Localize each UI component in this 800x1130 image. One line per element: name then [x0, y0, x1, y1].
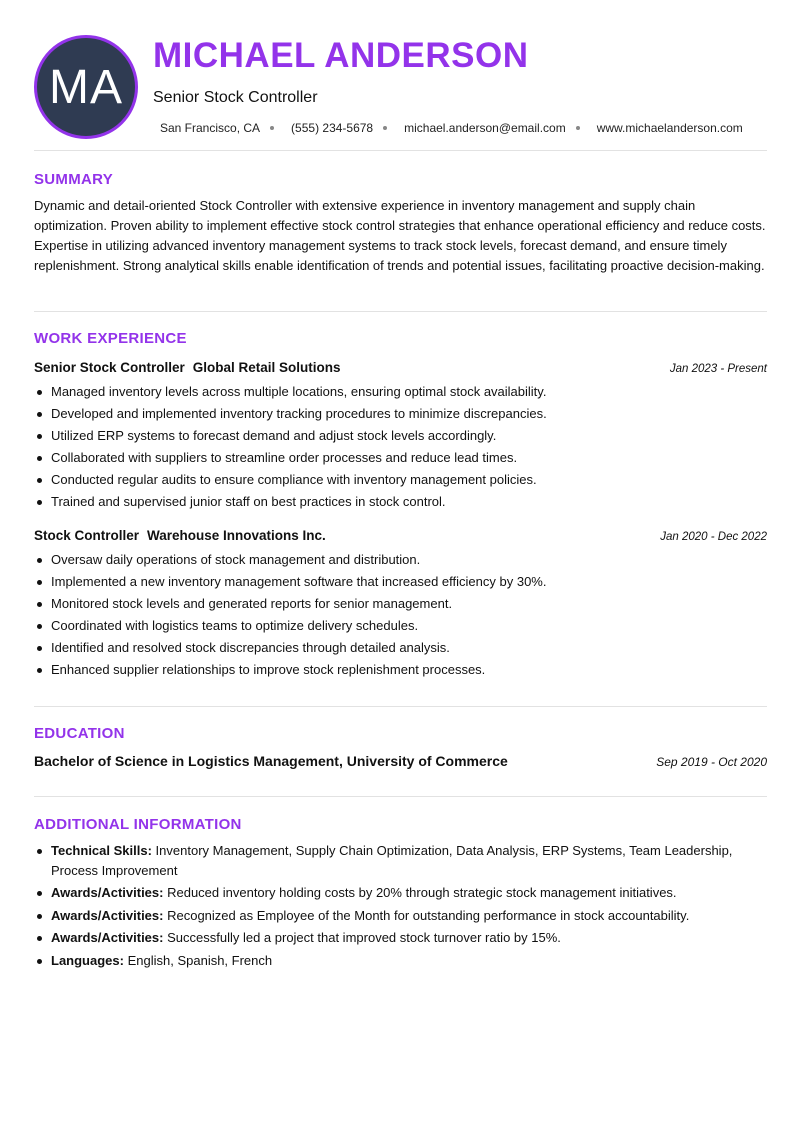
- job-date: Jan 2023 - Present: [669, 363, 767, 375]
- candidate-role: Senior Stock Controller: [153, 89, 318, 106]
- separator-dot: [270, 126, 274, 130]
- list-item: Utilized ERP systems to forecast demand and adjust stock levels accordingly.: [34, 425, 767, 447]
- additional-heading: ADDITIONAL INFORMATION: [34, 816, 242, 833]
- list-item: Implemented a new inventory management software that increased efficiency by 30%.: [34, 571, 767, 593]
- list-item: Developed and implemented inventory tracking procedures to minimize discrepancies.: [34, 403, 767, 425]
- item-text: Reduced inventory holding costs by 20% through strategic stock management initiatives.: [167, 885, 677, 900]
- summary-heading: SUMMARY: [34, 171, 114, 188]
- job-header: [34, 359, 767, 377]
- job-company: Global Retail Solutions: [192, 360, 341, 375]
- list-item: [34, 928, 767, 948]
- item-text: Successfully led a project that improved stock turnover ratio by 15%.: [167, 930, 561, 945]
- list-item: Identified and resolved stock discrepancies through detailed analysis.: [34, 637, 767, 659]
- separator-dot: [383, 126, 387, 130]
- contact-email[interactable]: michael.anderson@email.com: [404, 121, 566, 135]
- list-item: Collaborated with suppliers to streamline order processes and reduce lead times.: [34, 447, 767, 469]
- education-entry: [34, 753, 767, 769]
- list-item: [34, 883, 767, 903]
- job-company: Warehouse Innovations Inc.: [147, 528, 326, 543]
- list-item: [34, 906, 767, 926]
- contact-website[interactable]: www.michaelanderson.com: [596, 121, 743, 135]
- experience-heading: WORK EXPERIENCE: [34, 330, 187, 347]
- summary-text: Dynamic and detail-oriented Stock Controller with extensive experience in inventory management and supply chain optimization. Proven ability to implement effective stock control strategies that enhance operational efficiency and reduce costs. Expertise in utilizing advanced inventory management systems to track stock levels, forecast demand, and ensure timely replenishment. Strong analytical skills enable identification of trends and potential issues, facilitating proactive decision-making.: [34, 198, 766, 273]
- item-text: English, Spanish, French: [127, 952, 273, 968]
- item-text: Inventory Management, Supply Chain Optimization, Data Analysis, ERP Systems, Team Leadership, Process Improvement: [51, 843, 733, 878]
- list-item: Managed inventory levels across multiple locations, ensuring optimal stock availability.: [34, 381, 767, 403]
- separator-dot: [576, 126, 580, 130]
- education-heading: EDUCATION: [34, 725, 125, 742]
- list-item: Monitored stock levels and generated reports for senior management.: [34, 593, 767, 615]
- job-date: Jan 2020 - Dec 2022: [660, 531, 767, 543]
- additional-list: [34, 841, 767, 973]
- avatar: [34, 35, 138, 139]
- item-text: Recognized as Employee of the Month for outstanding performance in stock accountability.: [167, 907, 690, 923]
- item-label: Awards/Activities:: [51, 907, 164, 923]
- candidate-name: MICHAEL ANDERSON: [153, 36, 529, 75]
- list-item: Conducted regular audits to ensure compliance with inventory management policies.: [34, 469, 767, 491]
- contact-location: San Francisco, CA: [160, 121, 261, 135]
- job-heading: [34, 359, 341, 377]
- avatar-initials: MA: [49, 60, 123, 114]
- contact-phone[interactable]: (555) 234-5678: [291, 121, 374, 135]
- job-header: [34, 527, 767, 545]
- list-item: [34, 841, 767, 880]
- divider: [34, 150, 767, 151]
- list-item: Coordinated with logistics teams to optimize delivery schedules.: [34, 615, 767, 637]
- job-heading: [34, 527, 326, 545]
- list-item: Enhanced supplier relationships to improve stock replenishment processes.: [34, 659, 767, 681]
- job-title: Senior Stock Controller: [34, 360, 185, 375]
- divider: [34, 706, 767, 707]
- divider: [34, 311, 767, 312]
- list-item: Oversaw daily operations of stock management and distribution.: [34, 549, 767, 571]
- education-date: Sep 2019 - Oct 2020: [656, 755, 767, 769]
- job-bullets: [34, 381, 767, 513]
- contact-line: [160, 121, 743, 135]
- item-label: Awards/Activities:: [51, 930, 164, 945]
- job-bullets: [34, 549, 767, 681]
- item-label: Technical Skills:: [51, 843, 152, 858]
- list-item: [34, 951, 767, 971]
- item-label: Awards/Activities:: [51, 885, 164, 900]
- job-title: Stock Controller: [34, 528, 140, 543]
- list-item: Trained and supervised junior staff on best practices in stock control.: [34, 491, 767, 513]
- education-degree: Bachelor of Science in Logistics Management, University of Commerce: [34, 753, 508, 769]
- item-label: Languages:: [51, 952, 124, 968]
- divider: [34, 796, 767, 797]
